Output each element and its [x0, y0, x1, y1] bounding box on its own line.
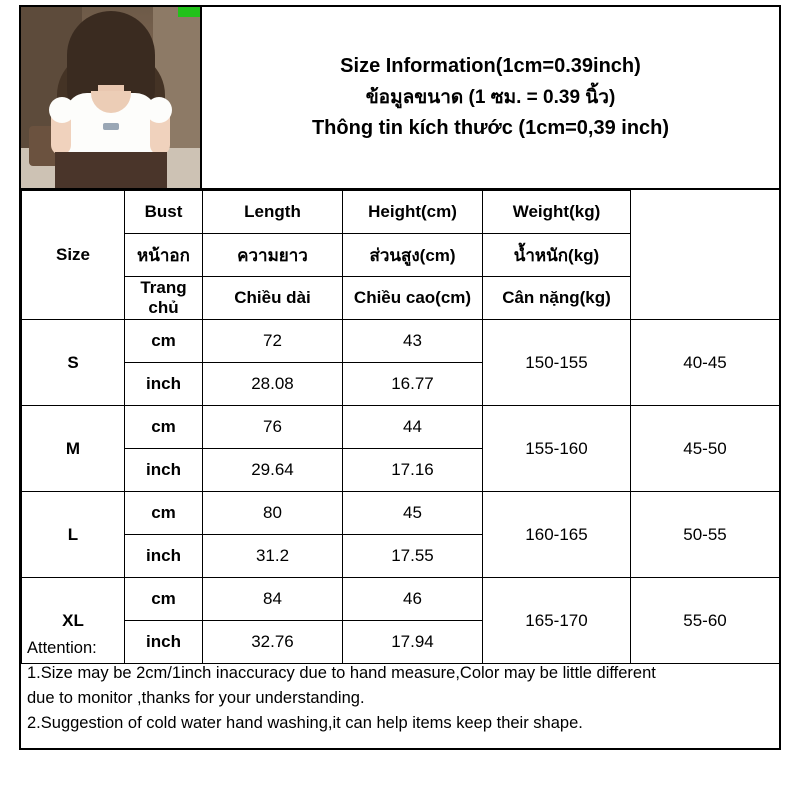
attention-line-1: 1.Size may be 2cm/1inch inaccuracy due to hand measure,Color may be little different: [27, 664, 656, 682]
header-bust-en: Bust: [125, 191, 203, 234]
bust-cm-m: 76: [203, 406, 343, 449]
header-size-cell: Size: [22, 191, 125, 320]
row-size-s: S: [22, 320, 125, 406]
title-line-th: ข้อมูลขนาด (1 ซม. = 0.39 นิ้ว): [365, 87, 616, 108]
attention-line-1-cont: due to monitor ,thanks for your understanding.: [27, 689, 365, 707]
size-table: [21, 190, 780, 664]
title-line-vi: Thông tin kích thước (1cm=0,39 inch): [311, 117, 670, 139]
table-header-row-th: [22, 234, 780, 277]
header-weight-en: Weight(kg): [483, 191, 631, 234]
height-s: 150-155: [483, 320, 631, 406]
model-photo-illustration: [21, 7, 200, 188]
unit-cm-xl: cm: [125, 578, 203, 621]
length-inch-s: 16.77: [343, 363, 483, 406]
bust-cm-xl: 84: [203, 578, 343, 621]
unit-inch-l: inch: [125, 535, 203, 578]
attention-block: [21, 632, 779, 736]
header-weight-th: น้ำหนัก(kg): [483, 234, 631, 277]
length-cm-l: 45: [343, 492, 483, 535]
header-length-th: ความยาว: [203, 234, 343, 277]
row-size-l: L: [22, 492, 125, 578]
table-header-row-vi: [22, 277, 780, 320]
weight-l: 50-55: [631, 492, 780, 578]
weight-xl: 55-60: [631, 578, 780, 664]
header-bust-vi: Trang chủ: [125, 277, 203, 320]
unit-inch-xl: inch: [125, 621, 203, 664]
product-photo: [21, 7, 202, 188]
size-chart: [19, 5, 781, 750]
length-inch-m: 17.16: [343, 449, 483, 492]
header-height-vi: Chiều cao(cm): [343, 277, 483, 320]
unit-cm-l: cm: [125, 492, 203, 535]
bust-cm-l: 80: [203, 492, 343, 535]
header-length-vi: Chiều dài: [203, 277, 343, 320]
unit-cm-s: cm: [125, 320, 203, 363]
header-height-en: Height(cm): [343, 191, 483, 234]
unit-cm-m: cm: [125, 406, 203, 449]
length-inch-l: 17.55: [343, 535, 483, 578]
header-weight-vi: Cân nặng(kg): [483, 277, 631, 320]
bust-inch-xl: 32.76: [203, 621, 343, 664]
length-cm-xl: 46: [343, 578, 483, 621]
green-marker-icon: [178, 7, 200, 17]
height-m: 155-160: [483, 406, 631, 492]
table-row: [22, 406, 780, 449]
title-line-en: Size Information(1cm=0.39inch): [340, 55, 641, 77]
bust-cm-s: 72: [203, 320, 343, 363]
attention-heading: Attention:: [27, 639, 97, 657]
table-row: [22, 578, 780, 621]
weight-m: 45-50: [631, 406, 780, 492]
header-height-th: ส่วนสูง(cm): [343, 234, 483, 277]
table-header-row-en: [22, 191, 780, 234]
header-bust-th: หน้าอก: [125, 234, 203, 277]
height-xl: 165-170: [483, 578, 631, 664]
length-cm-s: 43: [343, 320, 483, 363]
unit-inch-s: inch: [125, 363, 203, 406]
table-row: [22, 320, 780, 363]
length-cm-m: 44: [343, 406, 483, 449]
weight-s: 40-45: [631, 320, 780, 406]
header-length-en: Length: [203, 191, 343, 234]
bust-inch-l: 31.2: [203, 535, 343, 578]
height-l: 160-165: [483, 492, 631, 578]
unit-inch-m: inch: [125, 449, 203, 492]
row-size-xl: XL: [22, 578, 125, 664]
chart-title-block: [202, 7, 779, 188]
chart-header: [21, 7, 779, 190]
table-row: [22, 492, 780, 535]
row-size-m: M: [22, 406, 125, 492]
attention-line-2: 2.Suggestion of cold water hand washing,it can help items keep their shape.: [27, 714, 583, 732]
bust-inch-s: 28.08: [203, 363, 343, 406]
bust-inch-m: 29.64: [203, 449, 343, 492]
length-inch-xl: 17.94: [343, 621, 483, 664]
